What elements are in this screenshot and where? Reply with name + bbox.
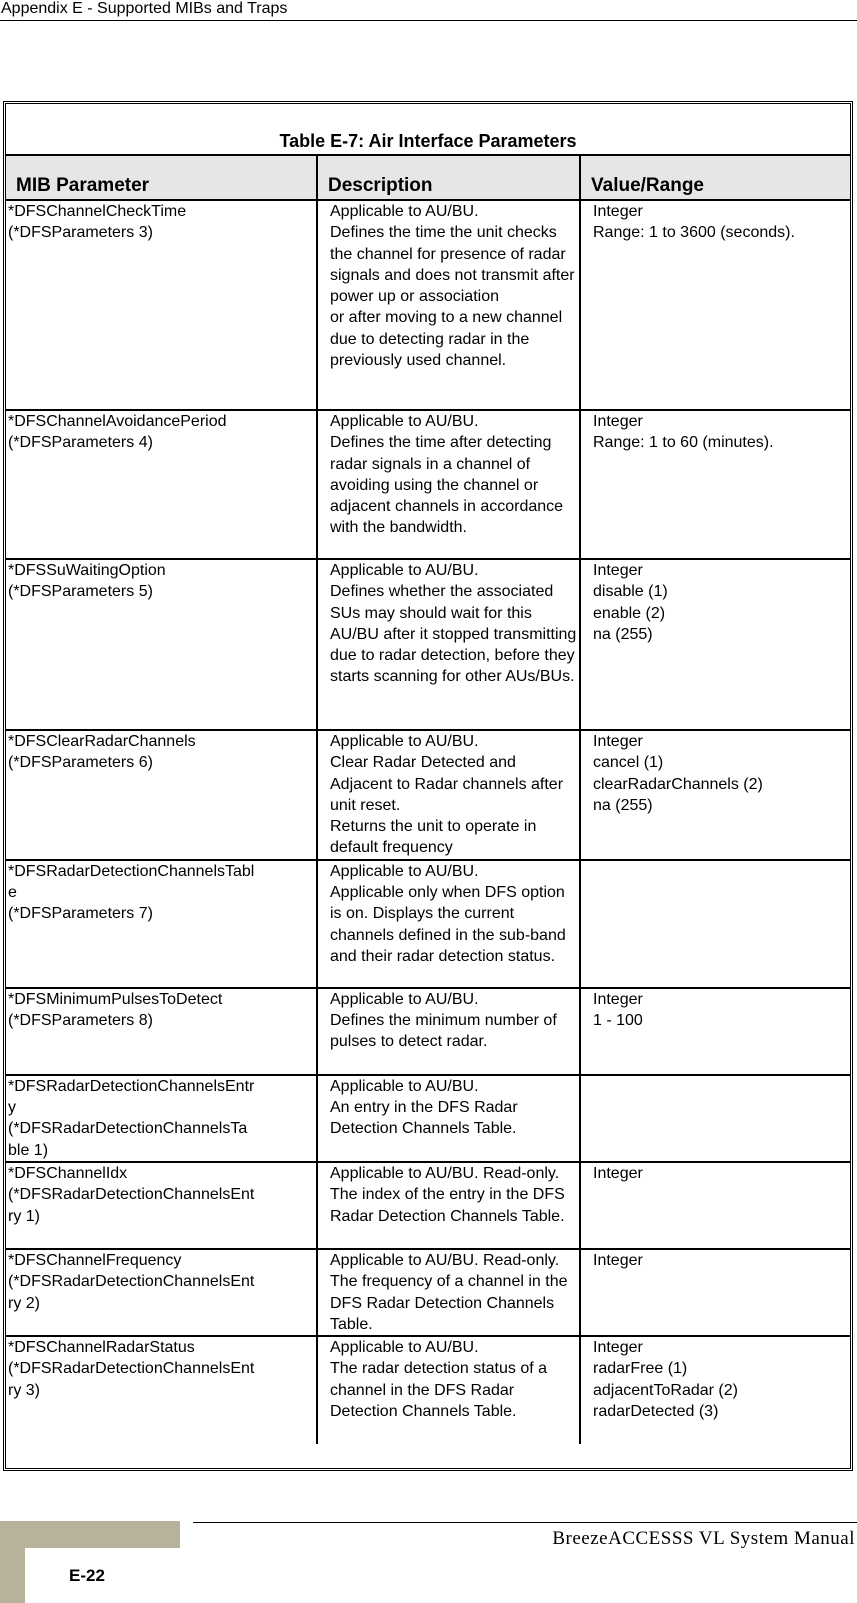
description-cell: Applicable to AU/BU. Defines the time the unit checks the channel for presence of radar signals and does not transmit after power up or association or after moving to a new channel due to detecting radar in the previously used channel.: [317, 200, 580, 410]
footer-manual-title: BreezeACCESSS VL System Manual: [552, 1528, 855, 1549]
value-range-cell: Integer radarFree (1) adjacentToRadar (2) radarDetected (3): [580, 1336, 850, 1444]
table-row: [6, 1249, 850, 1336]
mib-parameter-cell: *DFSSuWaitingOption (*DFSParameters 5): [6, 559, 317, 730]
table-header-row: [6, 155, 850, 200]
value-range-cell: Integer Range: 1 to 60 (minutes).: [580, 410, 850, 559]
table-row: [6, 1162, 850, 1249]
table-row: [6, 559, 850, 730]
description-cell: Applicable to AU/BU. Defines the time after detecting radar signals in a channel of avoiding using the channel or adjacent channels in accordance with the bandwidth.: [317, 410, 580, 559]
mib-parameter-cell: *DFSChannelRadarStatus (*DFSRadarDetectionChannelsEnt ry 3): [8, 1339, 255, 1399]
description-cell: Applicable to AU/BU. Defines the minimum number of pulses to detect radar.: [317, 988, 580, 1075]
mib-parameter-cell: *DFSChannelCheckTime (*DFSParameters 3): [6, 200, 317, 410]
footer-rule: [193, 1522, 857, 1523]
description-cell: Applicable to AU/BU. Read-only. The index of the entry in the DFS Radar Detection Channels Table.: [317, 1162, 580, 1249]
value-range-cell: Integer: [580, 1249, 850, 1336]
description-cell: Applicable to AU/BU. An entry in the DFS Radar Detection Channels Table.: [317, 1075, 580, 1162]
value-range-cell: Integer Range: 1 to 3600 (seconds).: [580, 200, 850, 410]
description-cell: Applicable to AU/BU. Defines whether the associated SUs may should wait for this AU/BU after it stopped transmitting due to radar detection, before they starts scanning for other AUs/BUs.: [317, 559, 580, 730]
description-cell: Applicable to AU/BU. Read-only. The frequency of a channel in the DFS Radar Detection Channels Table.: [317, 1249, 580, 1336]
mib-parameter-cell: *DFSClearRadarChannels (*DFSParameters 6): [6, 730, 317, 860]
value-range-cell: Integer disable (1) enable (2) na (255): [580, 559, 850, 730]
value-range-cell: [580, 860, 850, 988]
footer-side-bar: [0, 1548, 25, 1603]
running-header: Appendix E - Supported MIBs and Traps: [0, 0, 857, 21]
column-header-description: Description: [317, 155, 580, 200]
mib-parameter-cell: *DFSRadarDetectionChannelsTabl e (*DFSParameters 7): [6, 860, 317, 988]
column-header-value-range: Value/Range: [580, 155, 850, 200]
description-cell: Applicable to AU/BU. Clear Radar Detected and Adjacent to Radar channels after unit reset. Returns the unit to operate in default frequency: [317, 730, 580, 860]
mib-parameter-cell: *DFSChannelIdx (*DFSRadarDetectionChannelsEnt ry 1): [6, 1162, 317, 1249]
value-range-cell: Integer: [580, 1162, 850, 1249]
mib-parameter-cell: *DFSMinimumPulsesToDetect (*DFSParameters 8): [6, 988, 317, 1075]
table-row: [6, 730, 850, 860]
footer-accent-bar: [0, 1521, 180, 1548]
description-cell: Applicable to AU/BU. The radar detection status of a channel in the DFS Radar Detection Channels Table.: [317, 1336, 580, 1444]
mib-parameter-cell: *DFSRadarDetectionChannelsEntr y (*DFSRadarDetectionChannelsTa ble 1): [6, 1075, 317, 1162]
mib-parameter-cell: *DFSChannelFrequency (*DFSRadarDetectionChannelsEnt ry 2): [6, 1249, 317, 1336]
table-caption: Table E-7: Air Interface Parameters: [279, 131, 577, 151]
value-range-cell: Integer cancel (1) clearRadarChannels (2) na (255): [580, 730, 850, 860]
table-row: [6, 410, 850, 559]
value-range-cell: Integer 1 - 100: [580, 988, 850, 1075]
table-row: [6, 1336, 850, 1444]
description-cell: Applicable to AU/BU. Applicable only when DFS option is on. Displays the current channels defined in the sub-band and their radar detection status.: [317, 860, 580, 988]
table-row: [6, 860, 850, 988]
value-range-cell: [580, 1075, 850, 1162]
air-interface-parameters-table: [6, 154, 850, 1444]
column-header-mib-parameter: MIB Parameter: [6, 155, 317, 200]
table-row: [6, 200, 850, 410]
table-row: [6, 1075, 850, 1162]
mib-parameter-cell: *DFSChannelAvoidancePeriod (*DFSParameters 4): [6, 410, 317, 559]
table-row: [6, 988, 850, 1075]
page-number: E-22: [69, 1566, 105, 1585]
